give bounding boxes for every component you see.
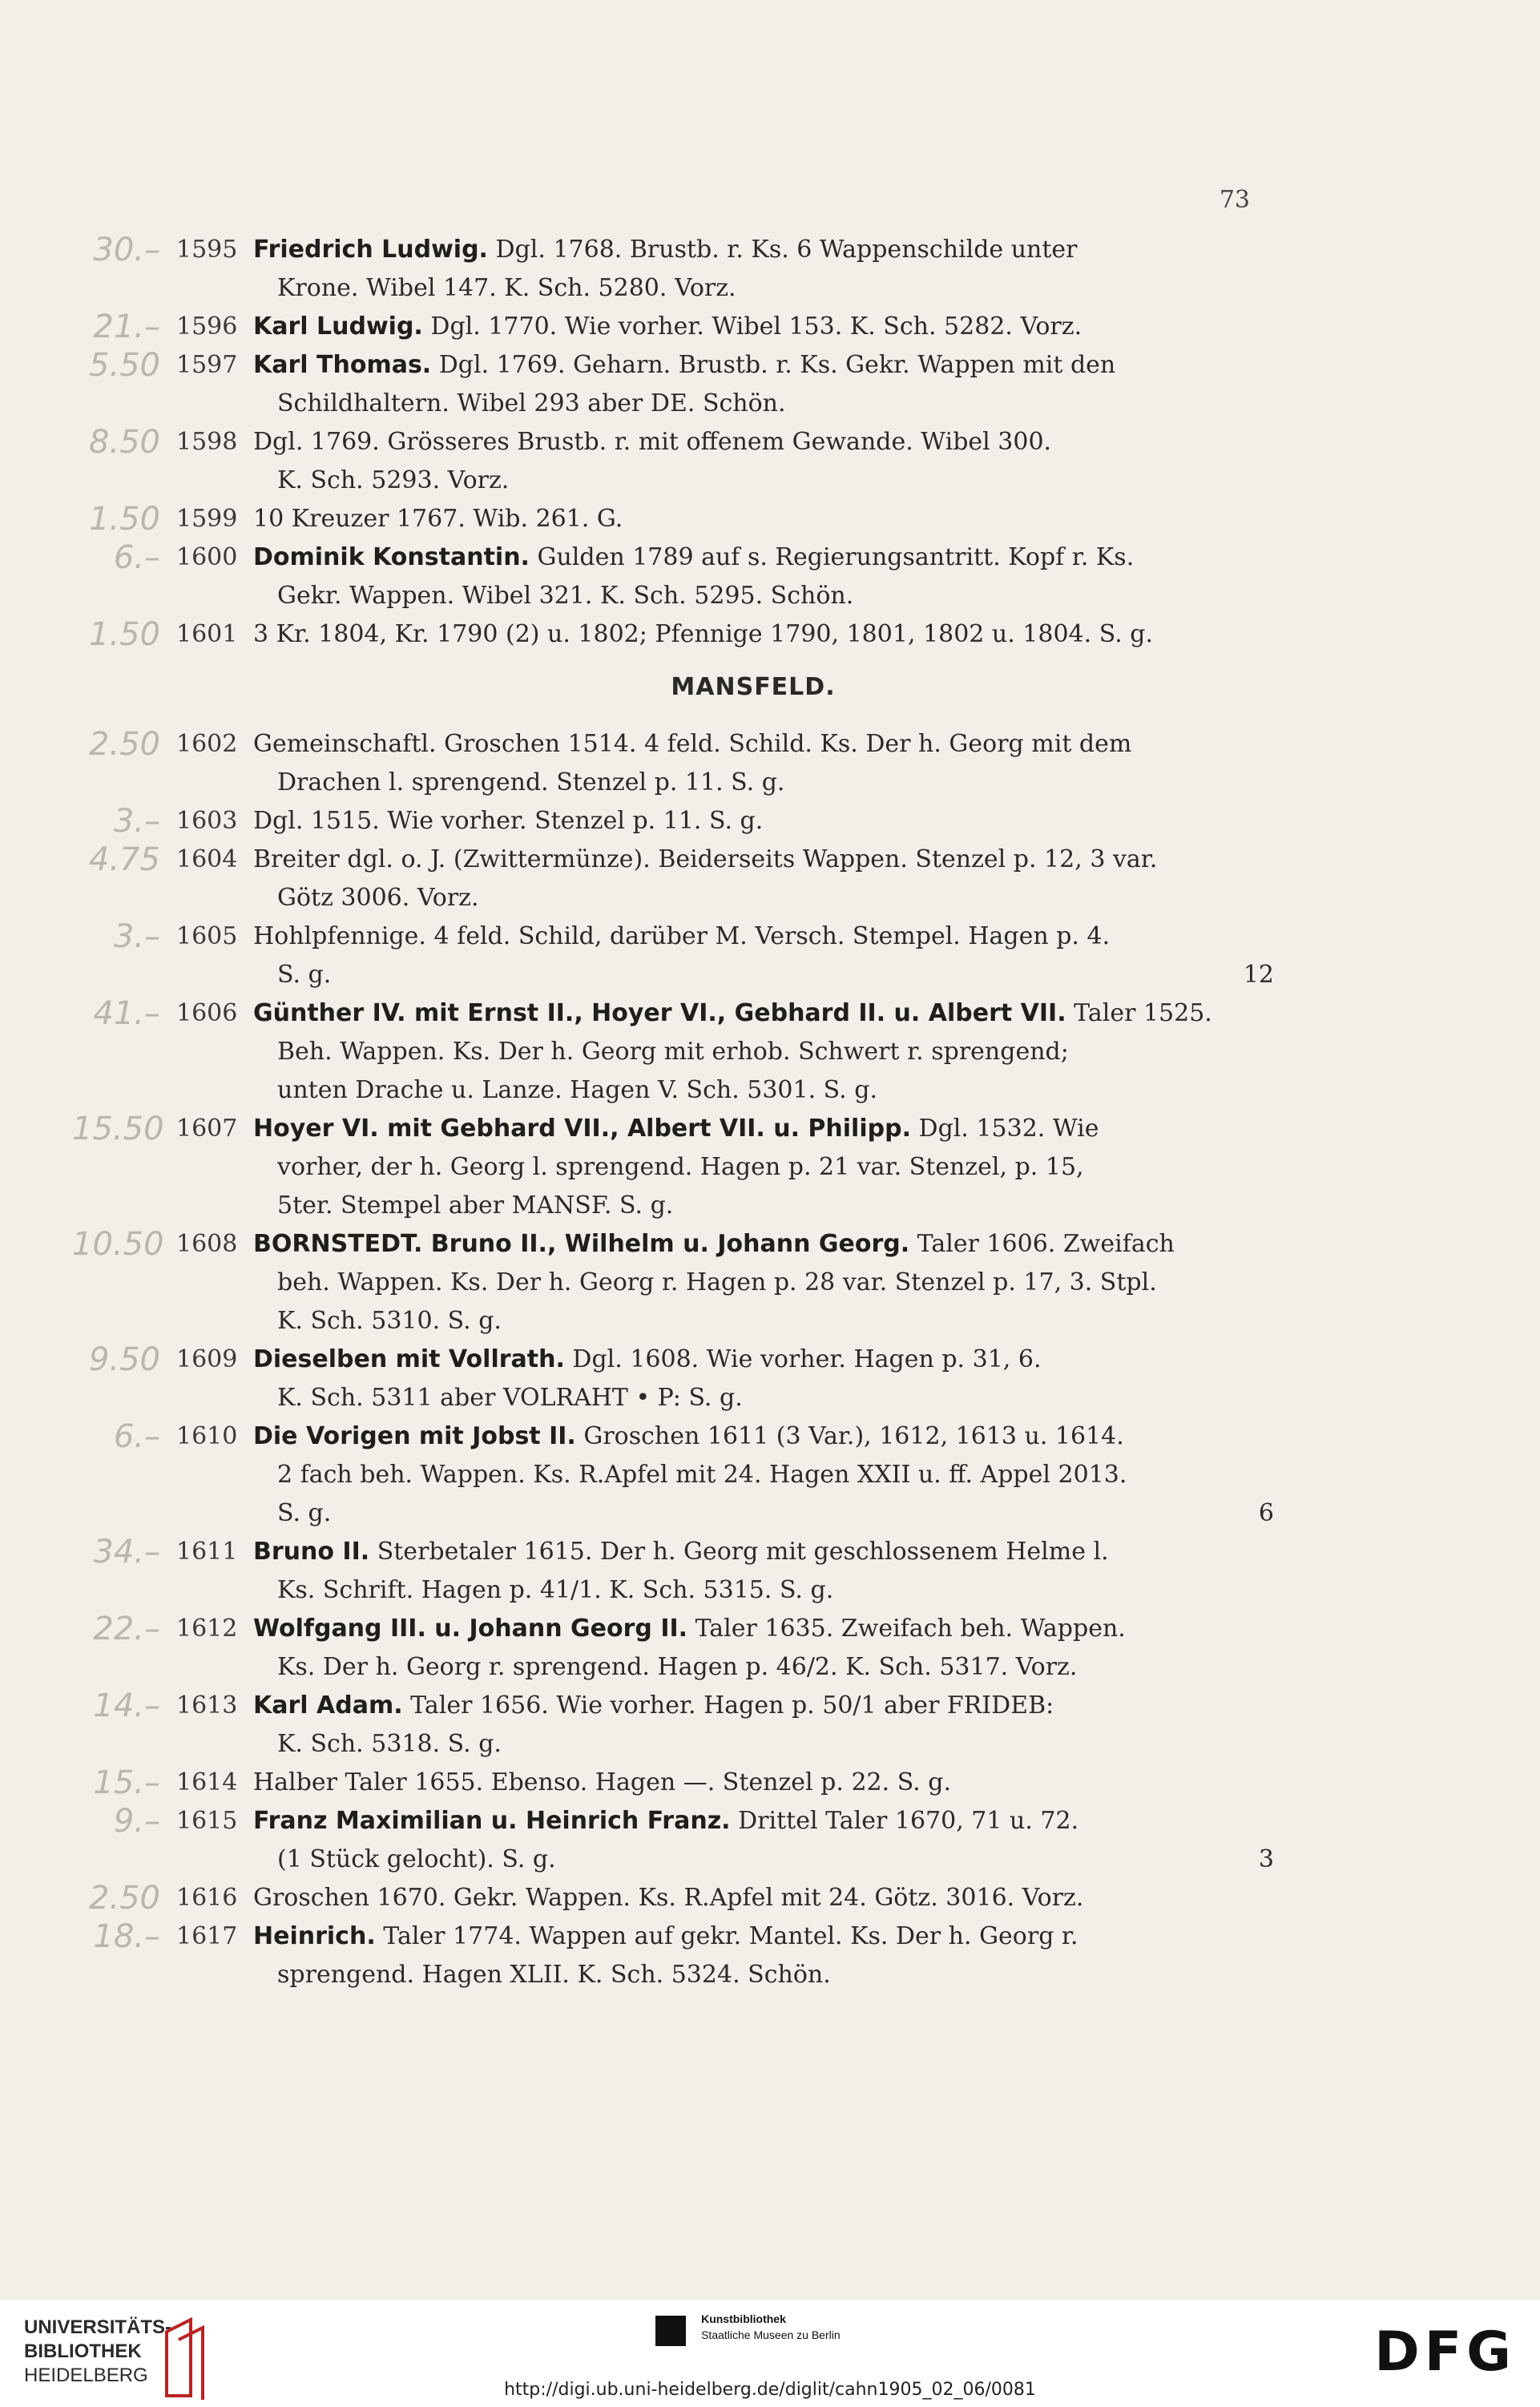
lot-title: Karl Thomas. <box>253 351 432 379</box>
lot-description <box>247 1687 1274 1764</box>
lot-title: Günther IV. mit Ernst II., Hoyer VI., Gebhard II. u. Albert VII. <box>253 999 1066 1027</box>
lot-number: 1617 <box>176 1922 238 1950</box>
handwritten-price: 22.– <box>93 1611 160 1647</box>
lot-title: Dieselben mit Vollrath. <box>253 1345 565 1373</box>
lot-number: 1612 <box>176 1615 238 1643</box>
lot-text-line: Dgl. 1770. Wie vorher. Wibel 153. K. Sch. 5282. Vorz. <box>430 312 1082 341</box>
lot-number: 1616 <box>176 1884 238 1912</box>
entries-top <box>72 231 1274 654</box>
handwritten-price: 15.– <box>93 1764 160 1801</box>
lot-text-line: Sterbetaler 1615. Der h. Georg mit geschlossenem Helme l. <box>377 1538 1109 1566</box>
lot-text-line: K. Sch. 5311 aber VOLRAHT • P: S. g. <box>277 1384 743 1412</box>
lot-text-line: Halber Taler 1655. Ebenso. Hagen —. Stenzel p. 22. S. g. <box>253 1768 951 1796</box>
ub-line2: BIBLIOTHEK <box>24 2340 142 2362</box>
lot-price: 12 <box>1243 961 1274 989</box>
catalog-entry <box>72 1802 1274 1879</box>
catalog-entry <box>72 1687 1274 1764</box>
handwritten-price: 6.– <box>113 539 160 576</box>
lot-number: 1615 <box>176 1807 238 1835</box>
lot-text-line: Drachen l. sprengend. Stenzel p. 11. S. g. <box>277 768 785 796</box>
lot-title: Karl Adam. <box>253 1691 403 1720</box>
lot-text-line: 10 Kreuzer 1767. Wib. 261. G. <box>253 505 623 533</box>
page-url-link[interactable]: http://digi.ub.uni-heidelberg.de/diglit/cahn1905_02_06/0081 <box>504 2380 1036 2400</box>
lot-text-line <box>253 956 1274 994</box>
lot-number: 1598 <box>176 428 238 456</box>
lot-text: S. g. <box>277 1499 332 1527</box>
lot-text-line <box>253 1841 1274 1879</box>
footer <box>0 2300 1540 2407</box>
lot-description <box>247 346 1274 423</box>
handwritten-price: 41.– <box>93 995 160 1032</box>
handwritten-price: 1.50 <box>88 501 160 538</box>
lot-text-line: Dgl. 1608. Wie vorher. Hagen p. 31, 6. <box>572 1345 1042 1373</box>
lot-text-line: Breiter dgl. o. J. (Zwittermünze). Beiderseits Wappen. Stenzel p. 12, 3 var. <box>253 845 1158 873</box>
lot-text-line <box>253 1494 1274 1533</box>
lot-title: BORNSTEDT. Bruno II., Wilhelm u. Johann Georg. <box>253 1230 910 1258</box>
lot-price: 3 <box>1258 1845 1274 1873</box>
lot-text-line: Dgl. 1769. Geharn. Brustb. r. Ks. Gekr. Wappen mit den <box>438 351 1116 379</box>
lot-text: S. g. <box>277 961 332 989</box>
catalog-entry <box>72 615 1274 654</box>
handwritten-price: 21.– <box>93 308 160 345</box>
catalog-entry <box>72 1610 1274 1687</box>
catalog-content <box>72 231 1274 1994</box>
lot-description <box>247 994 1274 1110</box>
lot-description <box>247 500 1274 538</box>
lot-text-line: 5ter. Stempel aber MANSF. S. g. <box>277 1191 674 1220</box>
catalog-entry <box>72 1917 1274 1994</box>
handwritten-price: 14.– <box>93 1687 160 1724</box>
lot-description <box>247 1610 1274 1687</box>
handwritten-price: 15.50 <box>72 1111 164 1147</box>
lot-description <box>247 1533 1274 1610</box>
lot-text-line: Taler 1656. Wie vorher. Hagen p. 50/1 aber FRIDEB: <box>410 1691 1054 1720</box>
lot-text-line: Drittel Taler 1670, 71 u. 72. <box>738 1807 1079 1835</box>
catalog-entry <box>72 841 1274 917</box>
lot-text-line: Ks. Der h. Georg r. sprengend. Hagen p. 46/2. K. Sch. 5317. Vorz. <box>277 1653 1078 1681</box>
lot-description <box>247 308 1274 346</box>
catalog-entry <box>72 802 1274 841</box>
catalog-entry <box>72 423 1274 500</box>
lot-number: 1611 <box>176 1538 238 1566</box>
lot-text: (1 Stück gelocht). S. g. <box>277 1845 556 1873</box>
catalog-entry <box>72 725 1274 802</box>
lot-description <box>247 1341 1274 1417</box>
lot-text-line: Gemeinschaftl. Groschen 1514. 4 feld. Schild. Ks. Der h. Georg mit dem <box>253 730 1132 758</box>
lot-price: 6 <box>1258 1499 1274 1527</box>
ub-line1: UNIVERSITÄTS- <box>24 2316 172 2338</box>
lot-text-line: K. Sch. 5310. S. g. <box>277 1307 502 1335</box>
handwritten-price: 2.50 <box>88 1880 160 1917</box>
lot-title: Die Vorigen mit Jobst II. <box>253 1422 576 1450</box>
lot-number: 1603 <box>176 807 238 835</box>
handwritten-price: 3.– <box>113 918 160 955</box>
catalog-entry <box>72 1764 1274 1802</box>
lot-description <box>247 802 1274 841</box>
lot-description <box>247 1802 1274 1879</box>
catalog-entry <box>72 1341 1274 1417</box>
lot-text-line: 3 Kr. 1804, Kr. 1790 (2) u. 1802; Pfennige 1790, 1801, 1802 u. 1804. S. g. <box>253 620 1154 648</box>
handwritten-price: 5.50 <box>88 347 160 384</box>
lot-text-line: beh. Wappen. Ks. Der h. Georg r. Hagen p. 28 var. Stenzel p. 17, 3. Stpl. <box>277 1268 1157 1296</box>
handwritten-price: 3.– <box>113 803 160 840</box>
lot-number: 1600 <box>176 543 238 571</box>
catalog-entry <box>72 1533 1274 1610</box>
kunstbibliothek-logo[interactable] <box>655 2311 841 2346</box>
catalog-entry <box>72 538 1274 615</box>
lot-text-line: Groschen 1611 (3 Var.), 1612, 1613 u. 1614. <box>583 1422 1124 1450</box>
lot-number: 1599 <box>176 505 238 533</box>
section-heading: MANSFELD. <box>671 673 836 701</box>
ub-heidelberg-logo[interactable] <box>24 2316 171 2388</box>
catalog-entry <box>72 1110 1274 1225</box>
lot-text-line: Taler 1606. Zweifach <box>917 1230 1175 1258</box>
lot-text-line: unten Drache u. Lanze. Hagen V. Sch. 5301. S. g. <box>277 1076 877 1104</box>
lot-number: 1596 <box>176 312 238 341</box>
lot-number: 1597 <box>176 351 238 379</box>
lot-text-line: Götz 3006. Vorz. <box>277 884 479 912</box>
handwritten-price: 10.50 <box>72 1226 164 1263</box>
handwritten-price: 18.– <box>93 1918 160 1955</box>
handwritten-price: 9.50 <box>88 1341 160 1378</box>
lot-number: 1595 <box>176 236 238 264</box>
lot-text-line: Dgl. 1769. Grösseres Brustb. r. mit offenem Gewande. Wibel 300. <box>253 428 1052 456</box>
entries-bottom <box>72 725 1274 1994</box>
lot-text-line: Beh. Wappen. Ks. Der h. Georg mit erhob. Schwert r. sprengend; <box>277 1038 1069 1066</box>
lot-description <box>247 1110 1274 1225</box>
lot-number: 1607 <box>176 1115 238 1143</box>
lot-title: Hoyer VI. mit Gebhard VII., Albert VII. u. Philipp. <box>253 1115 911 1143</box>
ub-line3: HEIDELBERG <box>24 2365 148 2386</box>
catalog-entry <box>72 1417 1274 1533</box>
lot-description <box>247 917 1274 994</box>
lot-text-line: Dgl. 1515. Wie vorher. Stenzel p. 11. S. g. <box>253 807 764 835</box>
lot-text-line: Groschen 1670. Gekr. Wappen. Ks. R.Apfel mit 24. Götz. 3016. Vorz. <box>253 1884 1084 1912</box>
lot-text-line: K. Sch. 5293. Vorz. <box>277 466 510 494</box>
lot-description <box>247 1879 1274 1917</box>
handwritten-price: 1.50 <box>88 616 160 653</box>
lot-number: 1601 <box>176 620 238 648</box>
page-number: 73 <box>1219 186 1250 214</box>
lot-text-line: K. Sch. 5318. S. g. <box>277 1730 502 1758</box>
handwritten-price: 4.75 <box>88 841 160 878</box>
lot-description <box>247 423 1274 500</box>
lot-description <box>247 841 1274 917</box>
lot-title: Karl Ludwig. <box>253 312 423 341</box>
catalog-entry <box>72 346 1274 423</box>
lot-number: 1609 <box>176 1345 238 1373</box>
lot-text-line: Gekr. Wappen. Wibel 321. K. Sch. 5295. Schön. <box>277 582 854 610</box>
lot-number: 1613 <box>176 1691 238 1720</box>
lot-description <box>247 1417 1274 1533</box>
handwritten-price: 34.– <box>93 1534 160 1570</box>
lot-text-line: 2 fach beh. Wappen. Ks. R.Apfel mit 24. Hagen XXII u. ff. Appel 2013. <box>277 1461 1127 1489</box>
lot-text-line: vorher, der h. Georg l. sprengend. Hagen p. 21 var. Stenzel, p. 15, <box>277 1153 1084 1181</box>
lot-text-line: Krone. Wibel 147. K. Sch. 5280. Vorz. <box>277 274 736 302</box>
lot-number: 1602 <box>176 730 238 758</box>
lot-number: 1606 <box>176 999 238 1027</box>
lot-text-line: Hohlpfennige. 4 feld. Schild, darüber M. Versch. Stempel. Hagen p. 4. <box>253 922 1111 950</box>
handwritten-price: 30.– <box>93 232 160 268</box>
lot-text-line: Gulden 1789 auf s. Regierungsantritt. Kopf r. Ks. <box>537 543 1135 571</box>
lot-title: Heinrich. <box>253 1922 376 1950</box>
lot-text-line: Schildhaltern. Wibel 293 aber DE. Schön. <box>277 389 786 417</box>
lot-number: 1605 <box>176 922 238 950</box>
lot-description <box>247 1917 1274 1994</box>
catalog-entry <box>72 1879 1274 1917</box>
handwritten-price: 2.50 <box>88 726 160 763</box>
lot-number: 1614 <box>176 1768 238 1796</box>
lot-number: 1608 <box>176 1230 238 1258</box>
lot-text-line: Taler 1635. Zweifach beh. Wappen. <box>695 1615 1126 1643</box>
lot-text-line: Taler 1525. <box>1074 999 1212 1027</box>
lot-text-line: Dgl. 1768. Brustb. r. Ks. 6 Wappenschilde unter <box>495 236 1078 264</box>
catalog-entry <box>72 1225 1274 1341</box>
lot-description <box>247 538 1274 615</box>
catalog-entry <box>72 231 1274 308</box>
lot-text-line: Taler 1774. Wappen auf gekr. Mantel. Ks. Der h. Georg r. <box>383 1922 1078 1950</box>
catalog-entry <box>72 500 1274 538</box>
lot-number: 1604 <box>176 845 238 873</box>
lot-text-line: Ks. Schrift. Hagen p. 41/1. K. Sch. 5315. S. g. <box>277 1576 834 1604</box>
lot-description <box>247 1225 1274 1341</box>
handwritten-price: 6.– <box>113 1418 160 1455</box>
handwritten-price: 9.– <box>113 1803 160 1840</box>
lot-description <box>247 231 1274 308</box>
lot-title: Bruno II. <box>253 1538 370 1566</box>
catalog-entry <box>72 308 1274 346</box>
dfg-logo[interactable]: DFG <box>1374 2320 1516 2384</box>
catalog-entry <box>72 917 1274 994</box>
lot-description <box>247 615 1274 654</box>
kb-square-icon <box>655 2316 686 2346</box>
lot-description <box>247 725 1274 802</box>
lot-description <box>247 1764 1274 1802</box>
kb-line1: Kunstbibliothek <box>701 2312 786 2325</box>
catalog-entry <box>72 994 1274 1110</box>
handwritten-price: 8.50 <box>88 424 160 461</box>
lot-title: Wolfgang III. u. Johann Georg II. <box>253 1615 688 1643</box>
lot-title: Franz Maximilian u. Heinrich Franz. <box>253 1807 731 1835</box>
lot-title: Friedrich Ludwig. <box>253 236 488 264</box>
kb-line2: Staatliche Museen zu Berlin <box>701 2328 841 2341</box>
lot-title: Dominik Konstantin. <box>253 543 530 571</box>
lot-text-line: Dgl. 1532. Wie <box>918 1115 1099 1143</box>
lot-number: 1610 <box>176 1422 238 1450</box>
lot-text-line: sprengend. Hagen XLII. K. Sch. 5324. Schön. <box>277 1961 831 1989</box>
